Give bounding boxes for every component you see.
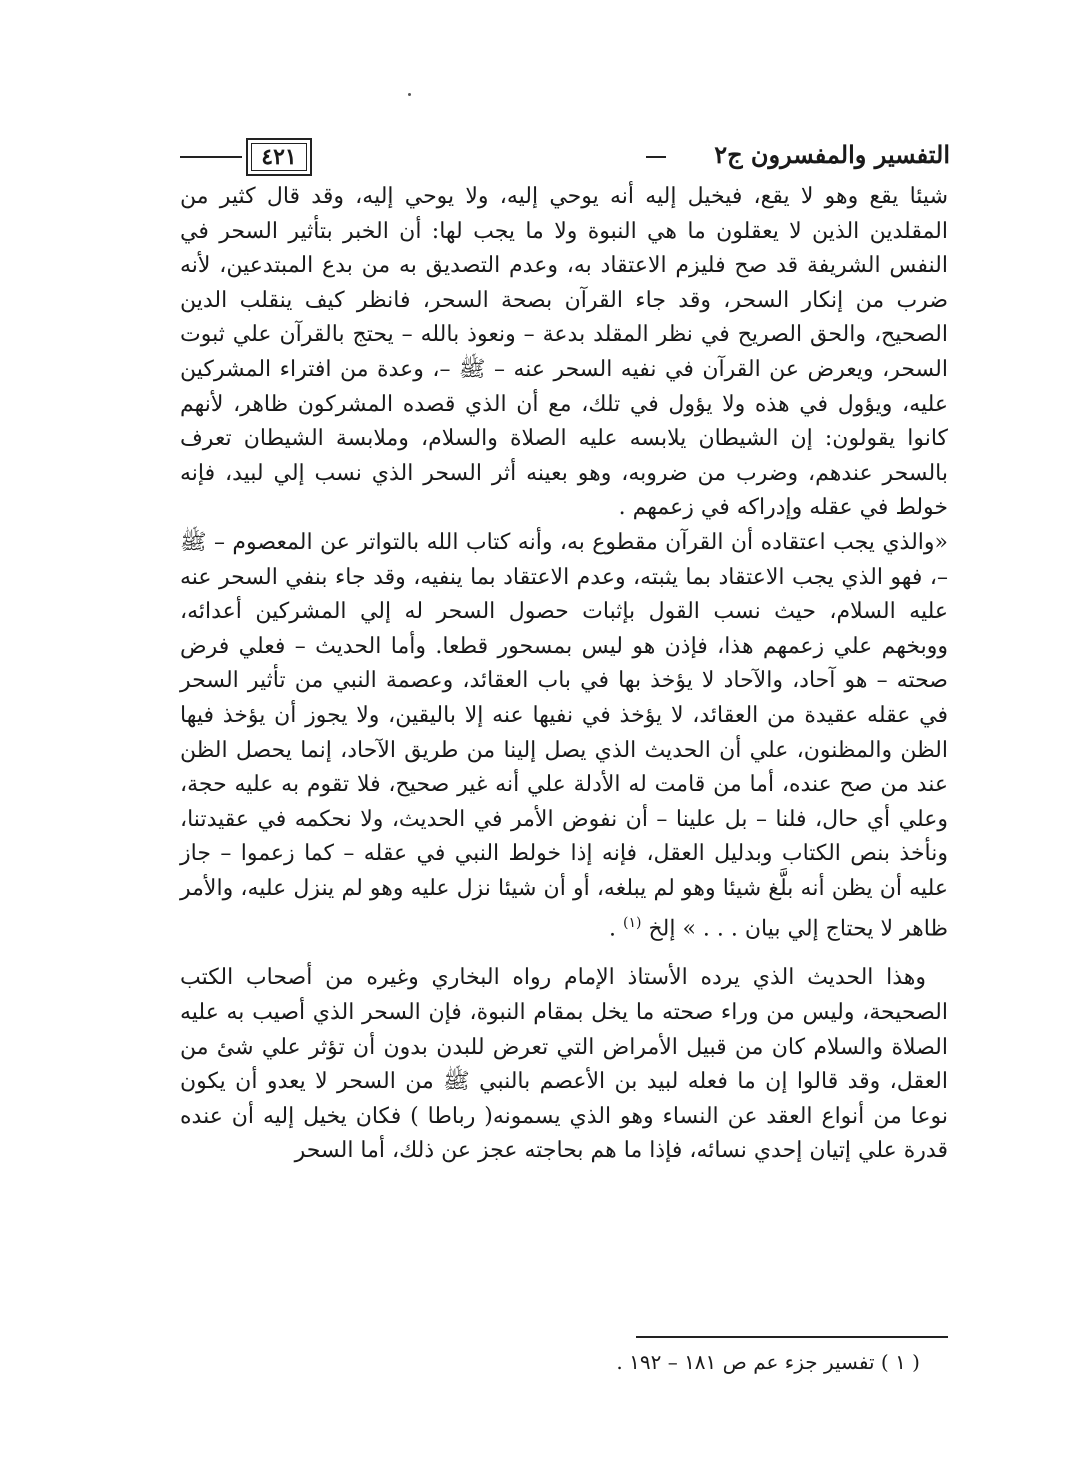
scan-speck	[408, 93, 411, 96]
book-title: التفسير والمفسرون ج٢	[714, 140, 950, 169]
quote-text: «والذي يجب اعتقاده أن القرآن مقطوع به، وأنه كتاب الله بالتواتر عن المعصوم – ﷺ –، فهو الذي يجب الاعتقاد بما يثبته، وعدم الاعتقاد بما ينفيه، وقد جاء بنفي السحر عنه عليه السلام، حيث نسب القول بإثبات حصول السحر له إلي المشركين أعدائه، ووبخهم علي زعمهم هذا، فإذن هو ليس بمسحور قطعا. وأما الحديث – فعلي فرض صحته – هو آحاد، والآحاد لا يؤخذ بها في باب العقائد، وعصمة النبي من تأثير السحر في عقله عقيدة من العقائد، لا يؤخذ في نفيها عنه إلا باليقين، ولا يجوز أن يؤخذ فيها الظن والمظنون، علي أن الحديث الذي يصل إلينا من طريق الآحاد، إنما يحصل الظن عند من صح عنده، أما من قامت له الأدلة علي أنه غير صحيح، فلا تقوم به عليه حجة، وعلي أي حال، فلنا – بل علينا – أن نفوض الأمر في الحديث، ولا نحكمه في عقيدتنا، ونأخذ بنص الكتاب وبدليل العقل، فإنه إذا خولط النبي في عقله – كما زعموا – جاز عليه أن يظن أنه بلَّغ شيئا وهو لم يبلغه، أو أن شيئا نزل عليه وهو لم ينزل عليه، والأمر ظاهر لا يحتاج إلي بيان . . . » إلخ	[180, 529, 949, 942]
paragraph: شيئا يقع وهو لا يقع، فيخيل إليه أنه يوحي إليه، ولا يوحي إليه، وقد قال كثير من المقلدين الذين لا يعقلون ما هي النبوة ولا ما يجب لها: أن الخبر بتأثير السحر في النفس الشريفة قد صح فليزم الاعتقاد به، وعدم التصديق به من بدع المبتدعين، لأنه ضرب من إنكار السحر، وقد جاء القرآن بصحة السحر، فانظر كيف ينقلب الدين الصحيح، والحق الصريح في نظر المقلد بدعة – ونعوذ بالله – يحتج بالقرآن علي ثبوت السحر، ويعرض عن القرآن في نفيه السحر عنه – ﷺ –، وعدة من افتراء المشركين عليه، ويؤول في هذه ولا يؤول في تلك، مع أن الذي قصده المشركون ظاهر، لأنهم كانوا يقولون: إن الشيطان يلابسه عليه الصلاة والسلام، وملابسة الشيطان تعرف بالسحر عندهم، وضرب من ضروبه، وهو بعينه أثر السحر الذي نسب إلي لبيد، فإنه خولط في عقله وإدراكه في زعمهم .	[180, 184, 948, 521]
page-number: ٤٢١	[246, 138, 312, 176]
body-text	[180, 180, 948, 1169]
running-header	[180, 138, 950, 178]
quoted-paragraph: «والذي يجب اعتقاده أن القرآن مقطوع به، وأنه كتاب الله بالتواتر عن المعصوم – ﷺ –، فهو الذي يجب الاعتقاد بما يثبته، وعدم الاعتقاد بما ينفيه، وقد جاء بنفي السحر عنه عليه السلام، حيث نسب القول بإثبات حصول السحر له إلي المشركين أعدائه، ووبخهم علي زعمهم هذا، فإذن هو ليس بمسحور قطعا. وأما الحديث – فعلي فرض صحته – هو آحاد، والآحاد لا يؤخذ بها في باب العقائد، وعصمة النبي من تأثير السحر في عقله عقيدة من العقائد، لا يؤخذ في نفيها عنه إلا باليقين، ولا يجوز أن يؤخذ فيها الظن والمظنون، علي أن الحديث الذي يصل إلينا من طريق الآحاد، إنما يحصل الظن عند من صح عنده، أما من قامت له الأدلة علي أنه غير صحيح، فلا تقوم به عليه حجة، وعلي أي حال، فلنا – بل علينا – أن نفوض الأمر في الحديث، ولا نحكمه في عقيدتنا، ونأخذ بنص الكتاب وبدليل العقل، فإنه إذا خولط النبي في عقله – كما زعموا – جاز عليه أن يظن أنه بلَّغ شيئا وهو لم يبلغه، أو أن شيئا نزل عليه وهو لم ينزل عليه، والأمر ظاهر لا يحتاج إلي بيان . . . » إلخ $^{(١)}$ .	[180, 529, 949, 942]
header-rule	[180, 156, 242, 158]
paragraph-text: وهذا الحديث الذي يرده الأستاذ الإمام رواه البخاري وغيره من أصحاب الكتب الصحيحة، وليس من وراء صحته ما يخل بمقام النبوة، فإن السحر الذي أصيب به عليه الصلاة والسلام كان من قبيل الأمراض التي تعرض للبدن بدون أن تؤثر علي شئ من العقل، وقد قالوا إن ما فعله لبيد بن الأعصم بالنبي ﷺ من السحر لا يعدو أن يكون نوعا من أنواع العقد عن النساء وهو الذي يسمونه( رباطا ) فكان يخيل إليه أن عنده قدرة علي إتيان إحدي نسائه، فإذا ما هم بحاجته عجز عن ذلك، أما السحر	[180, 965, 948, 1164]
footnote-ref: (١)	[622, 915, 642, 932]
footnote: ( ١ ) تفسير جزء عم ص ١٨١ – ١٩٢ .	[616, 1350, 920, 1374]
paragraph	[180, 961, 948, 1169]
header-rule	[646, 156, 666, 158]
footnote-separator	[636, 1336, 948, 1338]
